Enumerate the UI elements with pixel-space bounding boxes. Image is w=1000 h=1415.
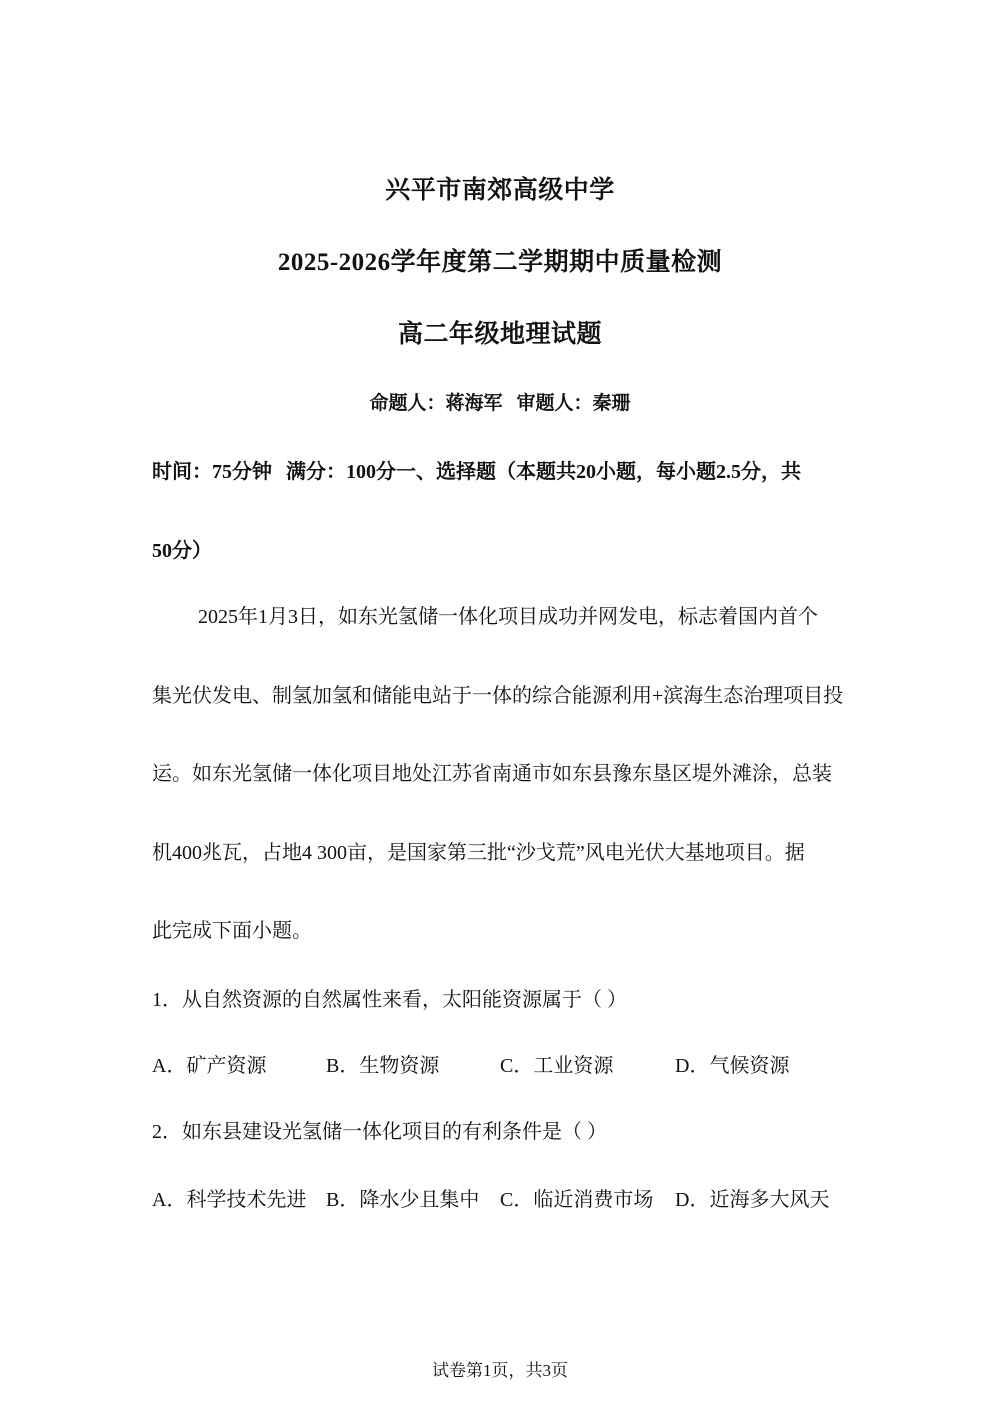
question-2-option-b[interactable]: B．降水少且集中 bbox=[326, 1189, 480, 1211]
author: 命题人：蒋海军 bbox=[369, 393, 503, 414]
author-line bbox=[0, 388, 1000, 415]
question-2-option-a[interactable]: A．科学技术先进 bbox=[152, 1189, 307, 1211]
passage-line: 集光伏发电、制氢加氢和储能电站于一体的综合能源利用+滨海生态治理项目投 bbox=[152, 685, 844, 707]
exam-info-line bbox=[152, 455, 801, 484]
question-2-stem: 2．如东县建设光氢储一体化项目的有利条件是（ ） bbox=[152, 1121, 607, 1143]
passage-line: 此完成下面小题。 bbox=[152, 920, 312, 942]
exam-score-section-continued: 50分） bbox=[152, 540, 212, 562]
question-2-option-c[interactable]: C．临近消费市场 bbox=[500, 1189, 654, 1211]
question-1-option-a[interactable]: A．矿产资源 bbox=[152, 1055, 267, 1077]
question-1-stem: 1．从自然资源的自然属性来看，太阳能资源属于（ ） bbox=[152, 989, 627, 1011]
passage-line: 运。如东光氢储一体化项目地处江苏省南通市如东县豫东垦区堤外滩涂，总装 bbox=[152, 763, 832, 785]
subject-title: 高二年级地理试题 bbox=[397, 321, 602, 348]
question-2-option-d[interactable]: D．近海多大风天 bbox=[675, 1189, 830, 1211]
passage-line: 2025年1月3日，如东光氢储一体化项目成功并网发电，标志着国内首个 bbox=[198, 606, 818, 628]
exam-score-section: 满分：100分一、选择题（本题共20小题，每小题2.5分，共 bbox=[286, 461, 801, 483]
passage-line: 机400兆瓦，占地4 300亩，是国家第三批“沙戈荒”风电光伏大基地项目。据 bbox=[152, 842, 805, 864]
question-1-option-c[interactable]: C．工业资源 bbox=[500, 1055, 614, 1077]
reviewer: 审题人：秦珊 bbox=[516, 393, 631, 414]
exam-title: 2025-2026学年度第二学期期中质量检测 bbox=[277, 249, 723, 276]
question-1-option-d[interactable]: D．气候资源 bbox=[675, 1055, 790, 1077]
question-1-option-b[interactable]: B．生物资源 bbox=[326, 1055, 440, 1077]
page-footer: 试卷第1页，共3页 bbox=[432, 1361, 568, 1380]
school-name: 兴平市南郊高级中学 bbox=[385, 177, 615, 204]
exam-time: 时间：75分钟 bbox=[152, 461, 272, 483]
